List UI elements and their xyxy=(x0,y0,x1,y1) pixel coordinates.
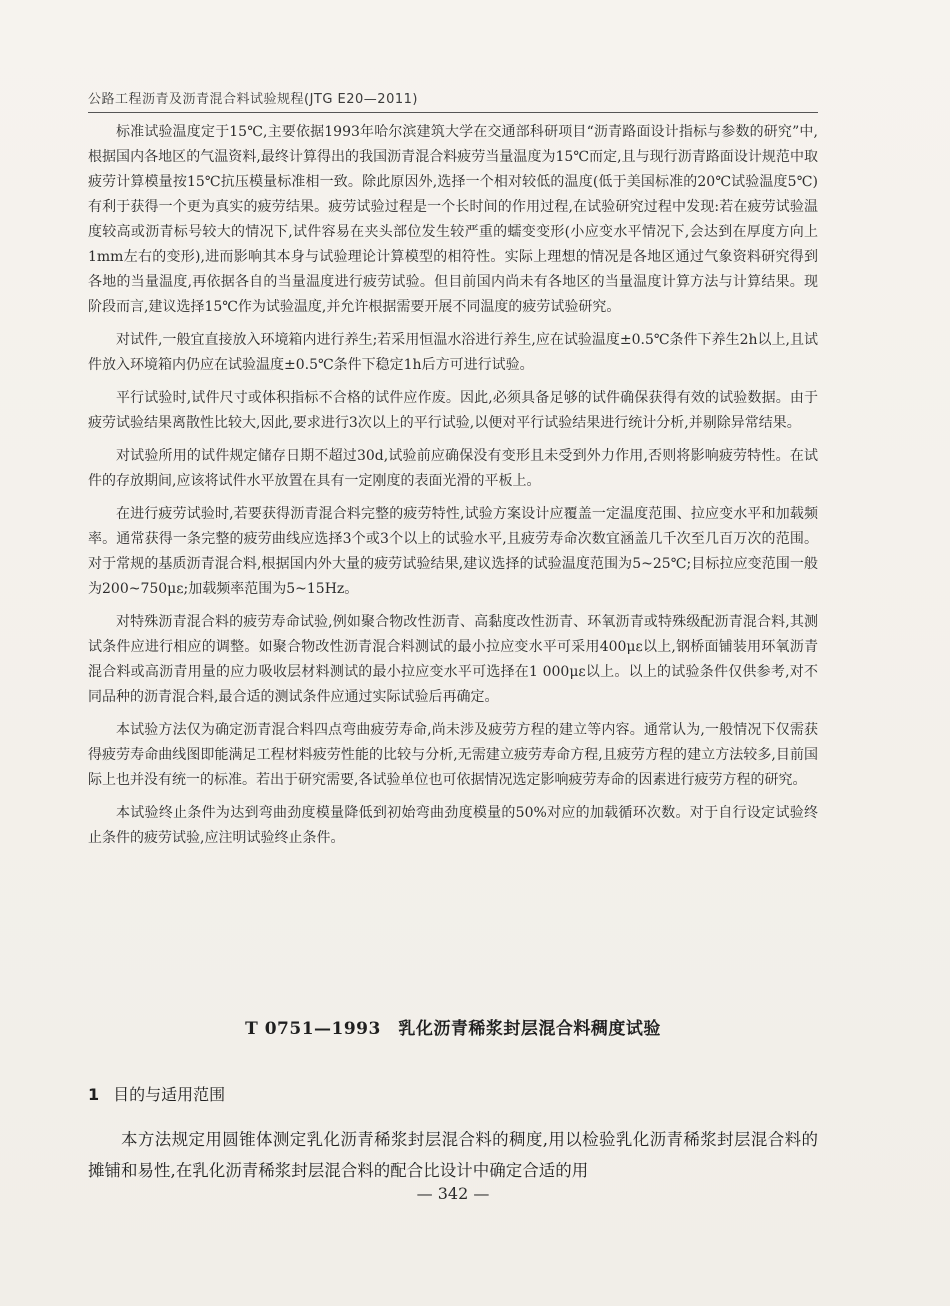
paragraph-parallel-tests: 平行试验时,试件尺寸或体积指标不合格的试件应作废。因此,必须具备足够的试件确保获得有效的试验数据。由于疲劳试验结果离散性比较大,因此,要求进行3次以上的平行试验,以便对平行试验结果进行统计分析,并剔除异常结果。 xyxy=(88,390,818,431)
section-heading xyxy=(88,1082,225,1105)
method-title: T 0751—1993 乳化沥青稀浆封层混合料稠度试验 xyxy=(245,1019,661,1039)
page-number: — 342 — xyxy=(416,1184,490,1203)
paragraph-test-temperature: 标准试验温度定于15℃,主要依据1993年哈尔滨建筑大学在交通部科研项目“沥青路面设计指标与参数的研究”中,根据国内各地区的气温资料,最终计算得出的我国沥青混合料疲劳当量温度为15℃而定,且与现行沥青路面设计规范中取疲劳计算模量按15℃抗压模量标准相一致。除此原因外,选择一个相对较低的温度(低于美国标准的20℃试验温度5℃)有利于获得一个更为真实的疲劳结果。疲劳试验过程是一个长时间的作用过程,在试验研究过程中发现:若在疲劳试验温度较高或沥青标号较大的情况下,试件容易在夹头部位发生较严重的蠕变变形(小应变水平情况下,会达到在厚度方向上1mm左右的变形),进而影响其本身与试验理论计算模型的相符性。实际上理想的情况是各地区通过气象资料研究得到各地的当量温度,再依据各自的当量温度进行疲劳试验。但目前国内尚未有各地区的当量温度计算方法与计算结果。现阶段而言,建议选择15℃作为试验温度,并允许根据需要开展不同温度的疲劳试验研究。 xyxy=(88,124,818,315)
paragraph-termination: 本试验终止条件为达到弯曲劲度模量降低到初始弯曲劲度模量的50%对应的加载循环次数。对于自行设定试验终止条件的疲劳试验,应注明试验终止条件。 xyxy=(88,805,818,846)
header-rule xyxy=(88,112,818,113)
commentary-body xyxy=(88,120,818,851)
section-heading-text: 目的与适用范围 xyxy=(113,1085,226,1104)
section-number: 1 xyxy=(88,1085,100,1104)
running-header: 公路工程沥青及沥青混合料试验规程(JTG E20—2011) xyxy=(88,92,418,107)
paragraph-test-levels: 在进行疲劳试验时,若要获得沥青混合料完整的疲劳特性,试验方案设计应覆盖一定温度范围、拉应变水平和加载频率。通常获得一条完整的疲劳曲线应选择3个或3个以上的试验水平,且疲劳寿命次数宜涵盖几千次至几百万次的范围。对于常规的基质沥青混合料,根据国内外大量的疲劳试验结果,建议选择的试验温度范围为5~25℃;目标拉应变范围一般为200~750με;加载频率范围为5~15Hz。 xyxy=(88,506,818,597)
section-body xyxy=(88,1124,818,1186)
section-paragraph: 本方法规定用圆锥体测定乳化沥青稀浆封层混合料的稠度,用以检验乳化沥青稀浆封层混合料的摊铺和易性,在乳化沥青稀浆封层混合料的配合比设计中确定合适的用 xyxy=(88,1130,818,1180)
paragraph-specimen-conditioning: 对试件,一般宜直接放入环境箱内进行养生;若采用恒温水浴进行养生,应在试验温度±0.5℃条件下养生2h以上,且试件放入环境箱内仍应在试验温度±0.5℃条件下稳定1h后方可进行试验。 xyxy=(88,332,818,373)
paragraph-specimen-storage: 对试验所用的试件规定储存日期不超过30d,试验前应确保没有变形且未受到外力作用,否则将影响疲劳特性。在试件的存放期间,应该将试件水平放置在具有一定刚度的表面光滑的平板上。 xyxy=(88,448,818,489)
paragraph-special-mixtures: 对特殊沥青混合料的疲劳寿命试验,例如聚合物改性沥青、高黏度改性沥青、环氧沥青或特殊级配沥青混合料,其测试条件应进行相应的调整。如聚合物改性沥青混合料测试的最小拉应变水平可采用400με以上,钢桥面铺装用环氧沥青混合料或高沥青用量的应力吸收层材料测试的最小拉应变水平可选择在1 000με以上。以上的试验条件仅供参考,对不同品种的沥青混合料,最合适的测试条件应通过实际试验后再确定。 xyxy=(88,614,818,705)
paragraph-fatigue-equation: 本试验方法仅为确定沥青混合料四点弯曲疲劳寿命,尚未涉及疲劳方程的建立等内容。通常认为,一般情况下仅需获得疲劳寿命曲线图即能满足工程材料疲劳性能的比较与分析,无需建立疲劳寿命方程,且疲劳方程的建立方法较多,目前国际上也并没有统一的标准。若出于研究需要,各试验单位也可依据情况选定影响疲劳寿命的因素进行疲劳方程的研究。 xyxy=(88,722,818,788)
